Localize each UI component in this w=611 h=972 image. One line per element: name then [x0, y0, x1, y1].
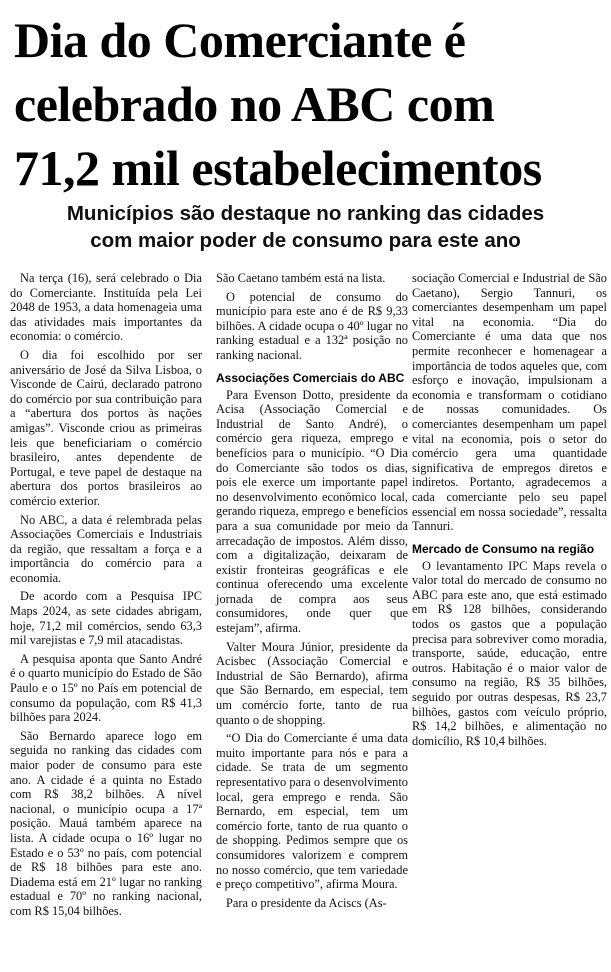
paragraph: Para o presidente da Aciscs (As- — [226, 895, 387, 910]
headline-line-1: Dia do Comerciante é — [14, 12, 466, 68]
article-column-3 — [412, 271, 607, 752]
section-heading-associacoes: Associações Comerciais do ABC — [216, 370, 405, 385]
headline-line-2: celebrado no ABC com — [14, 76, 495, 132]
paragraph: De acordo com a Pesquisa IPC Maps 2024, as sete cidades abrigam, hoje, 71,2 mil comércios, sendo 63,3 mil varejistas e 7,9 mil atacadistas. — [10, 589, 202, 648]
article-column-1 — [10, 271, 202, 923]
paragraph: No ABC, a data é relembrada pelas Associações Comerciais e Industriais da região, que ressaltam a força e a importância do comércio para a economia. — [10, 512, 202, 585]
paragraph: São Caetano também está na lista. — [216, 271, 386, 285]
subheadline — [10, 200, 601, 254]
paragraph: O dia foi escolhido por ser aniversário de José da Silva Lisboa, o Visconde de Cairú, declarado patrono do comércio por sua contribuição para a “abertura dos portos às nações amigas”. Visconde criou as primeiras leis que beneficiariam o comércio brasileiro, antes dependente de Portugal, e teve papel de destaque na abertura dos portos brasileiros ao comércio exterior. — [10, 347, 202, 508]
section-heading-mercado: Mercado de Consumo na região — [412, 541, 595, 556]
headline — [14, 8, 604, 200]
paragraph: O potencial de consumo do município para este ano é de R$ 9,33 bilhões. A cidade ocupa o 40º lugar no ranking estadual e a 132ª posição no ranking nacional. — [216, 289, 408, 362]
paragraph: Valter Moura Júnior, presidente da Acisbec (Associação Comercial e Industrial de São Bernardo), afirma que São Bernardo, em especial, tem um comércio forte, tanto de rua quanto o de shopping. — [216, 639, 408, 727]
paragraph: A pesquisa aponta que Santo André é o quarto município do Estado de São Paulo e o 15º no País em potencial de consumo da população, com R$ 41,3 bilhões para 2024. — [10, 651, 202, 725]
headline-line-3: 71,2 mil estabelecimentos — [14, 140, 542, 196]
paragraph: sociação Comercial e Industrial de São Caetano), Sergio Tannuri, os comerciantes desempenham um papel vital na economia. “Dia do Comerciante é uma data que nos permite reconhecer e homenagear a importância de todos aqueles que, com esforço e inovação, impulsionam a economia e transformam o cotidiano de nossas comunidades. Os comerciantes desempenham um papel vital na economia, pois o setor do comércio gera uma quantidade significativa de empregos diretos e indiretos. Portanto, agradecemos a cada comerciante pelo seu papel essencial em nossa sociedade”, ressalta Tannuri. — [412, 271, 607, 534]
paragraph: Na terça (16), será celebrado o Dia do Comerciante. Instituída pela Lei 2048 de 1953, a data homenageia uma das atividades mais importantes da economia: o comércio. — [10, 271, 202, 344]
article-column-2 — [216, 271, 408, 914]
paragraph: “O Dia do Comerciante é uma data muito importante para nós e para a cidade. Se trata de um segmento representativo para o desenvolvimento local, gera emprego e renda. São Bernardo, em especial, tem um comércio forte, tanto de rua quanto o de shopping. Pedimos sempre que os consumidores valorizem e comprem no nosso comércio, que tem variedade e preço competitivo”, afirma Moura. — [216, 731, 408, 892]
subheadline-line-1: Municípios são destaque no ranking das cidades — [66, 202, 545, 225]
paragraph: O levantamento IPC Maps revela o valor total do mercado de consumo no ABC para este ano, que está estimado em R$ 128 bilhões, considerando todos os gastos que a população precisa para sobreviver como moradia, transporte, saúde, educação, entre outros. Habitação é o maior valor de consumo na região, R$ 35 bilhões, seguido por outras despesas, R$ 23,7 bilhões, gastos com veículo próprio, R$ 14,2 bilhões, e alimentação no domicílio, R$ 10,4 bilhões. — [412, 558, 607, 748]
subheadline-line-2: com maior poder de consumo para este ano — [90, 229, 521, 252]
paragraph: Para Evenson Dotto, presidente da Acisa (Associação Comercial e Industrial de Santo André), o comércio gera riqueza, emprego e benefícios para o município. “O Dia do Comerciante são todos os dias, pois ele exerce um importante papel no desenvolvimento econômico local, gerando riqueza, emprego e benefícios para a sua comunidade por meio da arrecadação de impostos. Além disso, com a digitalização, deixaram de existir fronteiras geográficas e ele continua oferecendo uma excelente jornada de compra aos seus consumidores, onde quer que estejam”, afirma. — [216, 387, 408, 636]
paragraph: São Bernardo aparece logo em seguida no ranking das cidades com maior poder de consumo para este ano. A cidade é a quinta no Estado com R$ 38,2 bilhões. A nível nacional, o município ocupa a 17ª posição. Mauá também aparece na lista. A cidade ocupa o 16º lugar no Estado e o 53º no país, com potencial de R$ 18 bilhões para este ano. Diadema está em 21º lugar no ranking estadual e 70º no ranking nacional, com R$ 15,04 bilhões. — [10, 728, 202, 918]
